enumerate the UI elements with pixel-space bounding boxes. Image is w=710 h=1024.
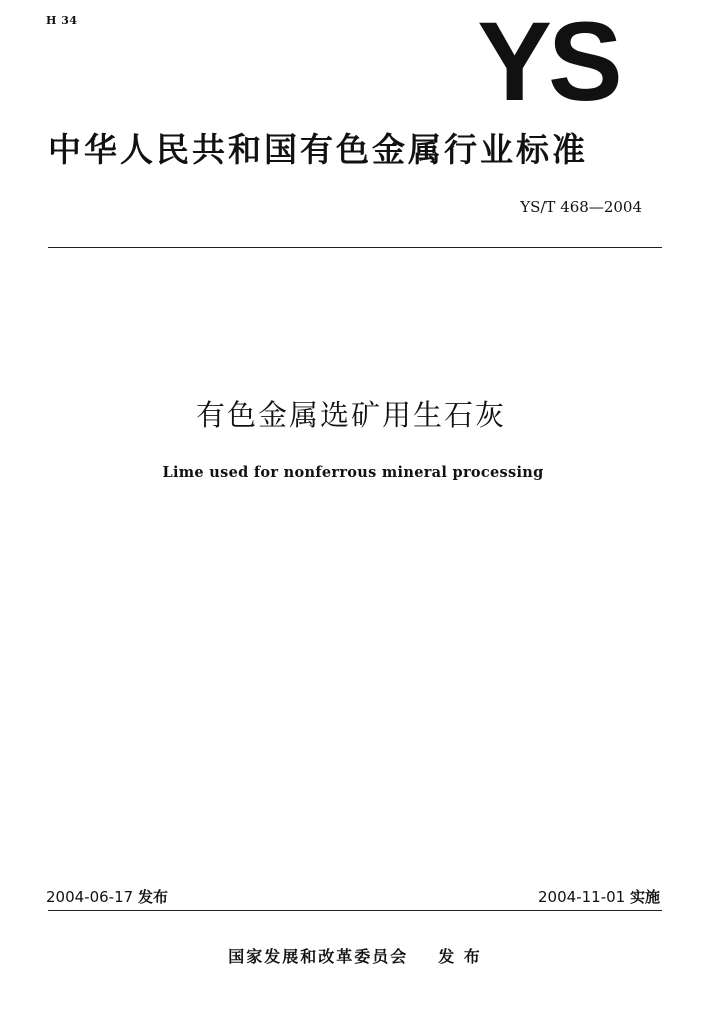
ys-logo-text: YS — [477, 12, 619, 112]
standard-number: YS/T 468—2004 — [520, 198, 642, 216]
implementation-date-line — [538, 886, 660, 907]
issue-label: 发布 — [137, 888, 168, 906]
publisher-name: 国家发展和改革委员会 — [228, 947, 409, 966]
document-title-en: Lime used for nonferrous mineral processing — [162, 464, 544, 481]
publisher-line — [0, 944, 710, 967]
implementation-label: 实施 — [629, 888, 660, 906]
header-divider — [48, 247, 662, 248]
footer-divider — [48, 910, 662, 911]
publish-label: 发 布 — [438, 947, 482, 966]
document-title-cn: 有色金属选矿用生石灰 — [195, 398, 506, 432]
org-title: 中华人民共和国有色金属行业标准 — [48, 130, 588, 169]
issue-date: 2004-06-17 — [46, 888, 134, 906]
issue-date-line — [46, 886, 168, 907]
ys-logo — [468, 12, 628, 112]
implementation-date: 2004-11-01 — [538, 888, 626, 906]
classification-code: H 34 — [46, 14, 78, 27]
